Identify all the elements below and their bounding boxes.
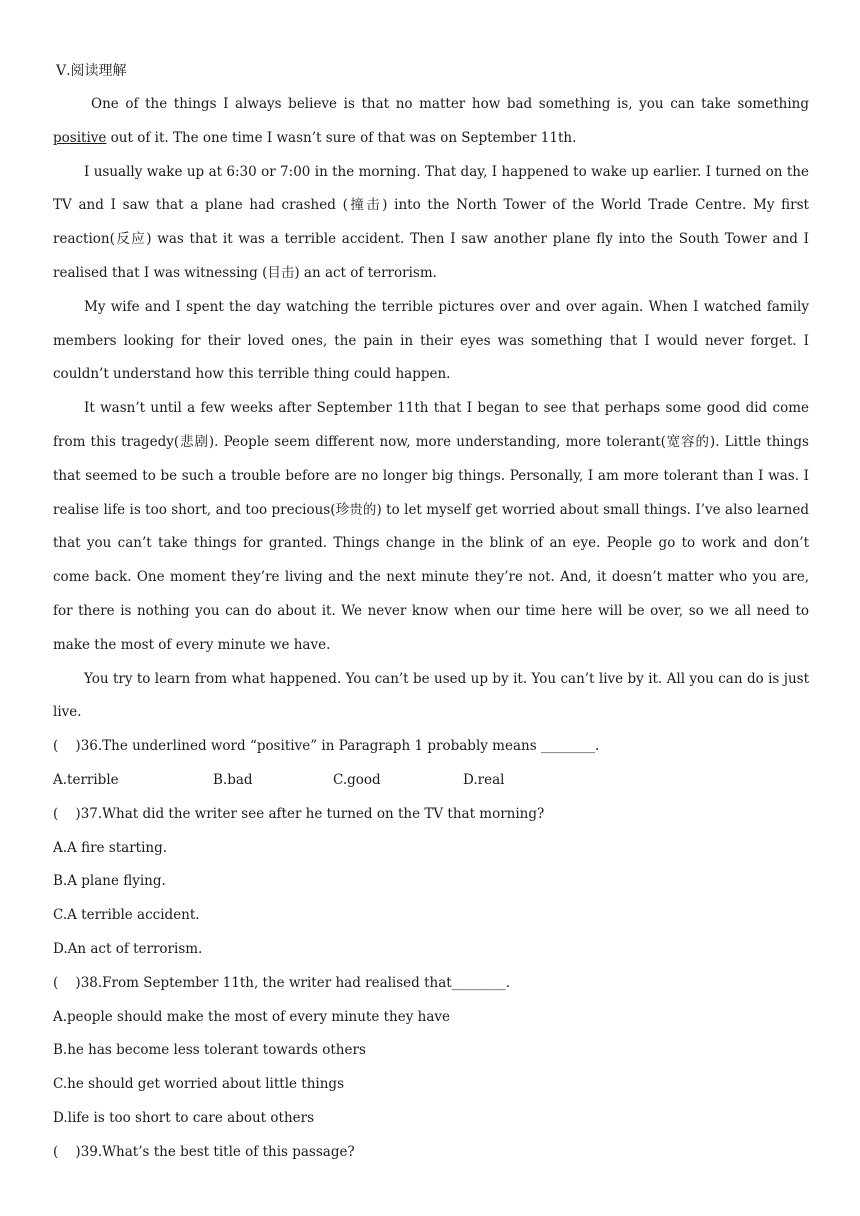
- question-38-option-a: A.people should make the most of every minute they have: [53, 1008, 451, 1025]
- question-36-stem: ( )36.The underlined word “positive” in Paragraph 1 probably means ________.: [53, 738, 600, 755]
- paragraph-1-text-end: out of it. The one time I wasn’t sure of that was on September 11th.: [106, 129, 577, 146]
- question-38-option-c: C.he should get worried about little things: [53, 1076, 345, 1093]
- passage-paragraph-2: I usually wake up at 6:30 or 7:00 in the morning. That day, I happened to wake up earlier. I turned on the TV and I saw that a plane had crashed (撞击) into the North Tower of the World Trade Centre. My first reaction(反应) was that it was a terrible accident. Then I saw another plane fly into the South Tower and I realised that I was witnessing (目击) an act of terrorism.: [53, 163, 809, 281]
- question-37-option-a: A.A fire starting.: [53, 839, 168, 856]
- question-39-stem: ( )39.What’s the best title of this passage?: [53, 1143, 355, 1160]
- passage-paragraph-5: You try to learn from what happened. You can’t be used up by it. You can’t live by it. All you can do is just live.: [53, 670, 809, 721]
- question-38-option-b: B.he has become less tolerant towards others: [53, 1042, 366, 1059]
- document-page: [53, 58, 809, 1170]
- question-37-stem: ( )37.What did the writer see after he turned on the TV that morning?: [53, 805, 545, 822]
- question-37-option-c: C.A terrible accident.: [53, 907, 200, 924]
- question-36-option-a: A.terrible: [53, 771, 119, 788]
- question-36-option-b: B.bad: [213, 771, 253, 788]
- underlined-word-positive: positive: [53, 129, 107, 146]
- question-38-option-d: D.life is too short to care about others: [53, 1109, 315, 1126]
- question-37-option-b: B.A plane flying.: [53, 873, 166, 890]
- passage-paragraph-4: It wasn’t until a few weeks after September 11th that I began to see that perhaps some good did come from this tragedy(悲剧). People seem different now, more understanding, more tolerant(宽容的). Little things that seemed to be such a trouble before are no longer big things. Personally, I am more tolerant than I was. I realise life is too short, and too precious(珍贵的) to let myself get worried about small things. I’ve also learned that you can’t take things for granted. Things change in the blink of an eye. People go to work and don’t come back. One moment they’re living and the next minute they’re not. And, it doesn’t matter who you are, for there is nothing you can do about it. We never know when our time here will be over, so we all need to make the most of every minute we have.: [53, 400, 809, 653]
- question-36-option-c: C.good: [333, 771, 381, 788]
- question-36-options: [53, 764, 809, 798]
- passage-paragraph-3: My wife and I spent the day watching the terrible pictures over and over again. When I watched family members looking for their loved ones, the pain in their eyes was something that I would never forget. I couldn’t understand how this terrible thing could happen.: [53, 298, 809, 383]
- question-38-stem: ( )38.From September 11th, the writer had realised that________.: [53, 974, 510, 991]
- section-title: Ⅴ.阅读理解: [56, 63, 127, 79]
- passage-paragraph-1: [53, 88, 809, 156]
- question-36-option-d: D.real: [463, 771, 505, 788]
- paragraph-1-text-start: One of the things I always believe is that no matter how bad something is, you can take something: [91, 96, 809, 112]
- question-37-option-d: D.An act of terrorism.: [53, 940, 203, 957]
